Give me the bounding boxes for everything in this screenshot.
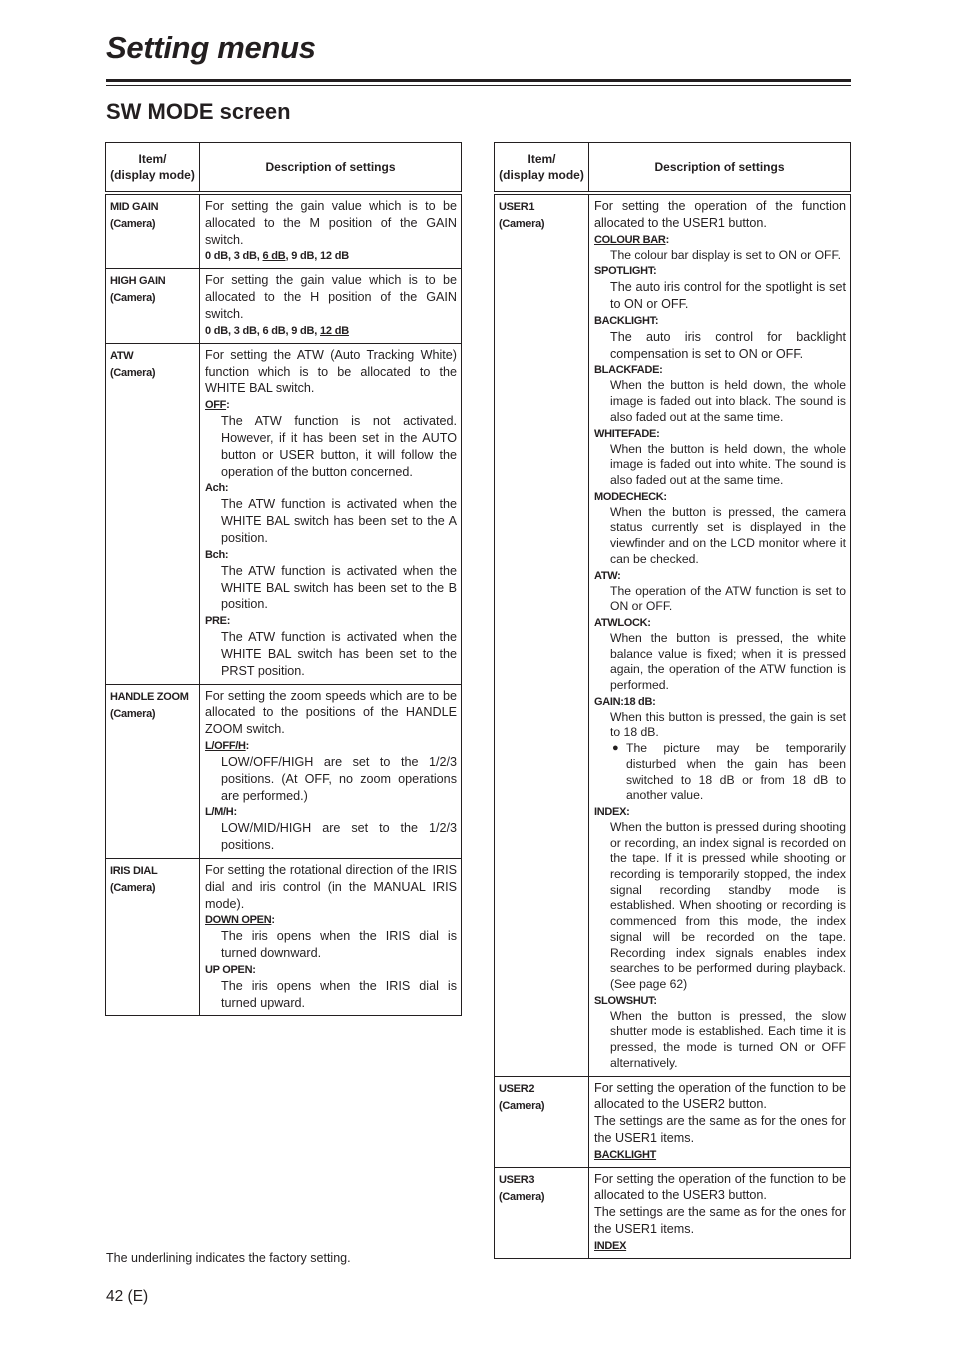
option-text: When this button is pressed, the gain is set to 18 dB. [610,709,846,740]
title-rule-thick [106,79,851,82]
description-cell [589,1167,851,1258]
item-mode: (Camera) [110,707,156,720]
option-text: When the button is held down, the whole image is faded out into black. The sound is also faded out at the same time. [610,378,846,424]
factory-default: 6 dB [262,250,286,263]
option-title: SPOTLIGHT: [594,265,657,278]
table-row [495,1076,851,1167]
option-title: SLOWSHUT: [594,994,657,1007]
option-text: The ATW function is not activated. However, if it has been set in the AUTO button or USER button, it will follow the operation of the button concerned. [221,414,457,479]
description-column-header: Description of settings [200,143,462,194]
item-mode: (Camera) [110,218,156,230]
option-title: L/OFF/H: [205,739,250,752]
title-rule-thin [106,85,851,86]
settings-table-left [105,142,462,1016]
description-cell [589,193,851,1076]
item-mode: (Camera) [110,366,156,379]
item-name: USER1 [499,201,535,213]
item-name: ATW [110,349,134,362]
table-header-row [495,143,851,194]
table-row [106,343,462,684]
factory-default: INDEX [594,1239,627,1252]
footnote: The underlining indicates the factory setting. [106,1251,351,1265]
option-text: The ATW function is activated when the WHITE BAL switch has been set to the PRST position. [221,630,457,678]
item-name: HIGH GAIN [110,275,166,288]
item-mode: (Camera) [110,292,156,305]
description-text: For setting the gain value which is to be allocated to the H position of the GAIN switch. [205,273,457,321]
item-cell [106,269,200,343]
section-title: SW MODE screen [106,99,291,124]
description-cell [200,269,462,343]
table-row [106,858,462,1016]
bullet-icon: ● [612,742,619,755]
description-text: The settings are the same as for the ones for the USER1 items. [594,1114,846,1145]
item-cell [495,1167,589,1258]
item-cell [106,193,200,269]
description-cell [589,1076,851,1167]
value-list: 0 dB, 3 dB, 6 dB, 9 dB, 12 dB [205,250,349,263]
option-text: The ATW function is activated when the WHITE BAL switch has been set to the A position. [221,497,457,545]
option-text: When the button is pressed during shooting or recording, an index signal is recorded on the tape. If it is pressed while shooting or recording is temporarily stopped, the index signal recording standby mode is established. When shooting or recording is commenced from this mode, the index signal will be recorded on the tape. Recording index signals enables index searches to be performed during playback. (See page 62) [610,819,846,991]
factory-default: BACKLIGHT [594,1148,657,1161]
description-text: For setting the gain value which is to be allocated to the M position of the GAIN switch. [205,199,457,247]
item-cell [106,684,200,858]
item-column-header: Item/ (display mode) [495,143,589,194]
description-cell [200,684,462,858]
item-name: HANDLE ZOOM [110,690,189,703]
option-title: WHITEFADE: [594,427,660,440]
option-title: DOWN OPEN: [205,914,275,927]
description-text: For setting the rotational direction of the IRIS dial and iris control (in the MANUAL IRIS mode). [205,862,457,911]
item-mode: (Camera) [499,1190,545,1203]
option-text: The auto iris control for the spotlight is set to ON or OFF. [610,280,846,312]
description-text: The settings are the same as for the ones for the USER1 items. [594,1205,846,1237]
option-title: OFF: [205,399,230,412]
option-text: When the button is held down, the whole image is faded out into white. The sound is also faded out at the same time. [610,441,846,487]
description-text: For setting the ATW (Auto Tracking White) function which is to be allocated to the WHITE BAL switch. [205,347,457,396]
item-mode: (Camera) [499,218,545,230]
option-text: The iris opens when the IRIS dial is turned upward. [221,978,457,1010]
item-mode: (Camera) [499,1099,545,1112]
option-title: INDEX: [594,805,630,818]
table-row [106,684,462,858]
option-title: Bch: [205,548,229,561]
page-number: 42 (E) [106,1288,149,1305]
description-cell [200,193,462,269]
item-cell [106,343,200,684]
option-text: When the button is pressed, the camera status currently set is displayed in the viewfinder and on the LCD monitor where it can be checked. [610,504,846,566]
item-name: MID GAIN [110,201,159,213]
description-cell [200,343,462,684]
item-cell [495,1076,589,1167]
option-title: MODECHECK: [594,490,667,503]
description-text: For setting the operation of the function to be allocated to the USER2 button. [594,1080,846,1112]
option-title: BLACKFADE: [594,364,663,377]
item-name: USER3 [499,1173,535,1186]
option-title: L/M/H: [205,806,237,819]
option-text: The iris opens when the IRIS dial is turned downward. [221,929,457,961]
option-title: GAIN:18 dB: [594,695,656,708]
table-row [106,193,462,269]
option-text: LOW/OFF/HIGH are set to the 1/2/3 positions. (At OFF, no zoom operations are performed.) [221,754,457,803]
option-text: The ATW function is activated when the WHITE BAL switch has been set to the B position. [221,563,457,612]
option-text: LOW/MID/HIGH are set to the 1/2/3 positions. [221,821,457,853]
page-title: Setting menus [106,30,316,65]
item-cell [106,858,200,1016]
table-row [106,269,462,343]
option-text: The colour bar display is set to ON or OFF. [610,247,841,262]
description-text: For setting the operation of the function to be allocated to the USER3 button. [594,1171,846,1203]
option-title: Ach: [205,482,229,495]
option-title: UP OPEN: [205,963,256,976]
description-cell [200,858,462,1016]
option-title: ATW: [594,569,621,582]
table-row [495,1167,851,1258]
item-name: USER2 [499,1082,535,1095]
option-text: The operation of the ATW function is set to ON or OFF. [610,583,846,614]
item-mode: (Camera) [110,881,156,894]
factory-default: 12 dB [320,324,349,337]
option-title: BACKLIGHT: [594,314,659,327]
option-text: When the button is pressed, the slow shutter mode is established. Each time it is pressed, the mode is turned ON or OFF alternatively. [610,1008,846,1070]
note-item: ● The picture may be temporarily disturbed when the gain has been switched to 18 dB or from 18 dB to another value. [612,741,846,803]
description-column-header: Description of settings [589,143,851,194]
settings-table-right [494,142,851,1259]
option-title: PRE: [205,615,231,628]
description-text: For setting the zoom speeds which are to be allocated to the positions of the HANDLE ZOOM switch. [205,688,457,737]
value-list: 0 dB, 3 dB, 6 dB, 9 dB, 12 dB [205,324,349,337]
table-header-row [106,143,462,194]
item-name: IRIS DIAL [110,864,158,877]
table-row [495,193,851,1076]
option-title: ATWLOCK: [594,616,651,629]
item-column-header: Item/ (display mode) [106,143,200,194]
item-cell [495,193,589,1076]
option-text: When the button is pressed, the white balance value is fixed; when it is pressed again, the operation of the ATW function is performed. [610,630,846,693]
option-text: The auto iris control for backlight compensation is set to ON or OFF. [610,329,846,361]
description-text: For setting the operation of the function allocated to the USER1 button. [594,199,846,230]
option-title: COLOUR BAR: [594,233,669,246]
